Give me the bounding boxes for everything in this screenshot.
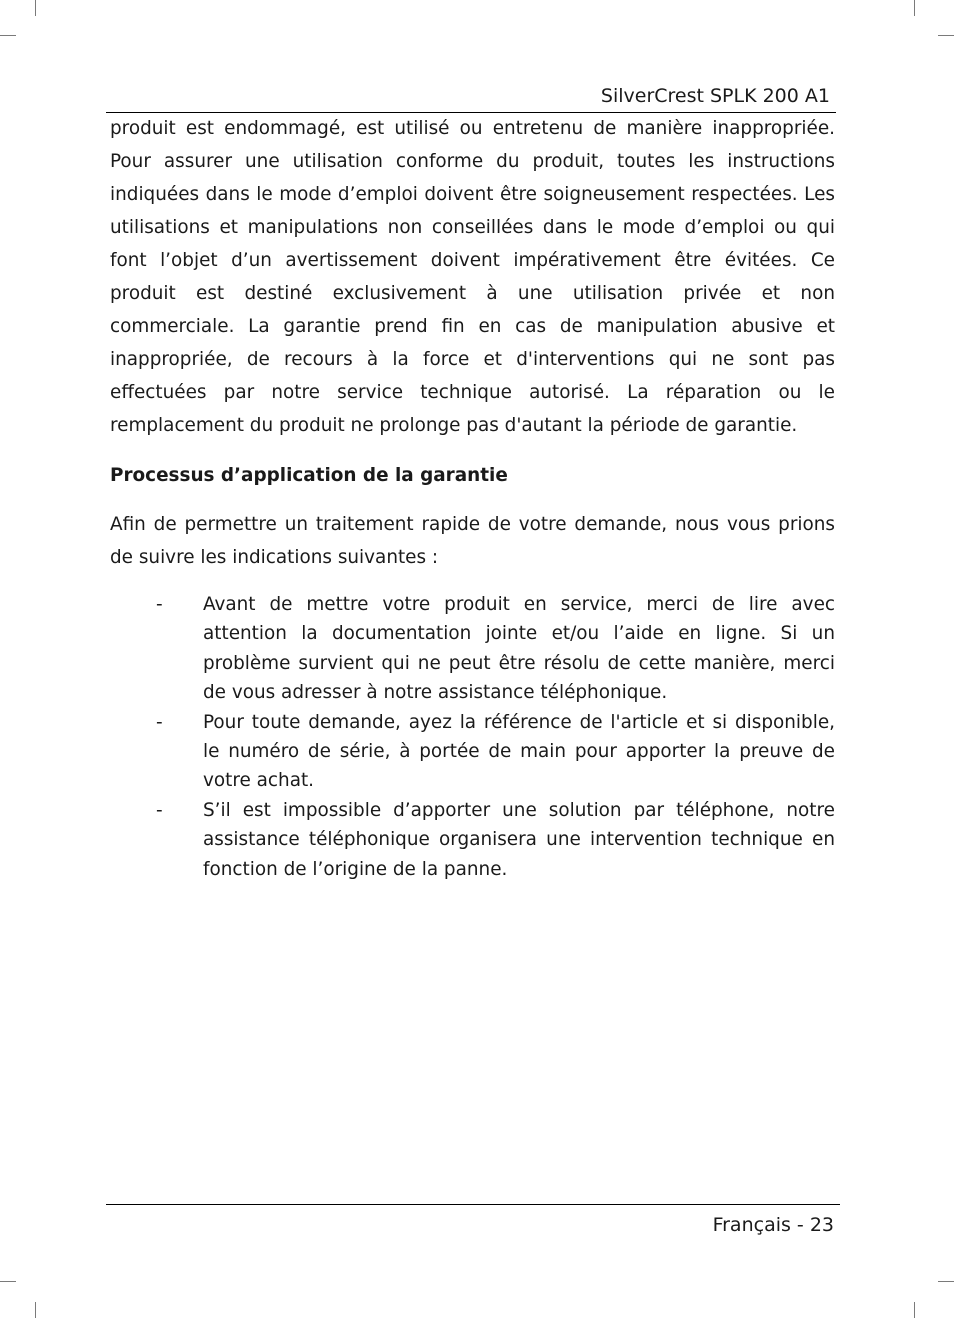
running-header-title: SilverCrest SPLK 200 A1 [600,85,830,107]
list-item-text: Avant de mettre votre produit en service, merci de lire avec attention la documentation jointe et/ou l’aide en ligne. Si un problème survient qui ne peut être résolu de cette manière, merci de vous adresser à notre assistance téléphonique. [203,594,835,704]
paragraph-intro: Afin de permettre un traitement rapide de votre demande, nous vous prions de suivre les indications suivantes : [110,514,835,568]
list-bullet-marker: - [156,711,163,733]
list-item [110,590,835,708]
crop-mark-bottom-right-horizontal [938,1281,954,1282]
crop-mark-top-left-horizontal [0,35,16,36]
crop-mark-top-left-vertical [35,0,36,16]
crop-mark-bottom-left-vertical [35,1302,36,1318]
list-bullet-marker: - [156,594,163,615]
crop-mark-top-right-vertical [914,0,915,16]
section-heading: Processus d’application de la garantie [110,465,508,486]
paragraph-warranty-conditions: produit est endommagé, est utilisé ou entretenu de manière inappropriée. Pour assurer une utilisation conforme du produit, toutes les instructions indiquées dans le mode d’emploi doivent être soigneusement respectées. Les utilisations et manipulations non conseillées dans le mode d’emploi ou qui font l’objet d’un avertissement doivent impérativement être évitées. Ce produit est destiné exclusivement à une utilisation privée et non commerciale. La garantie prend fin en cas de manipulation abusive et inappropriée, de recours à la force et d'interventions qui ne sont pas effectuées par notre service technique autorisé. La réparation ou le remplacement du produit ne prolonge pas d'autant la période de garantie. [110,118,835,436]
list-bullet-marker: - [156,799,163,821]
footer-rule [106,1204,840,1205]
crop-mark-bottom-left-horizontal [0,1281,16,1282]
instruction-list [110,590,835,884]
list-item [110,708,835,796]
page-number-label: Français - 23 [712,1214,834,1236]
list-item-text: S’il est impossible d’apporter une solution par téléphone, notre assistance téléphonique organisera une intervention technique en fonction de l’origine de la panne. [203,799,835,880]
list-item-text: Pour toute demande, ayez la référence de l'article et si disponible, le numéro de série, à portée de main pour apporter la preuve de votre achat. [203,711,835,792]
crop-mark-bottom-right-vertical [914,1302,915,1318]
list-item [110,796,835,884]
page-body [110,112,835,884]
crop-mark-top-right-horizontal [938,35,954,36]
